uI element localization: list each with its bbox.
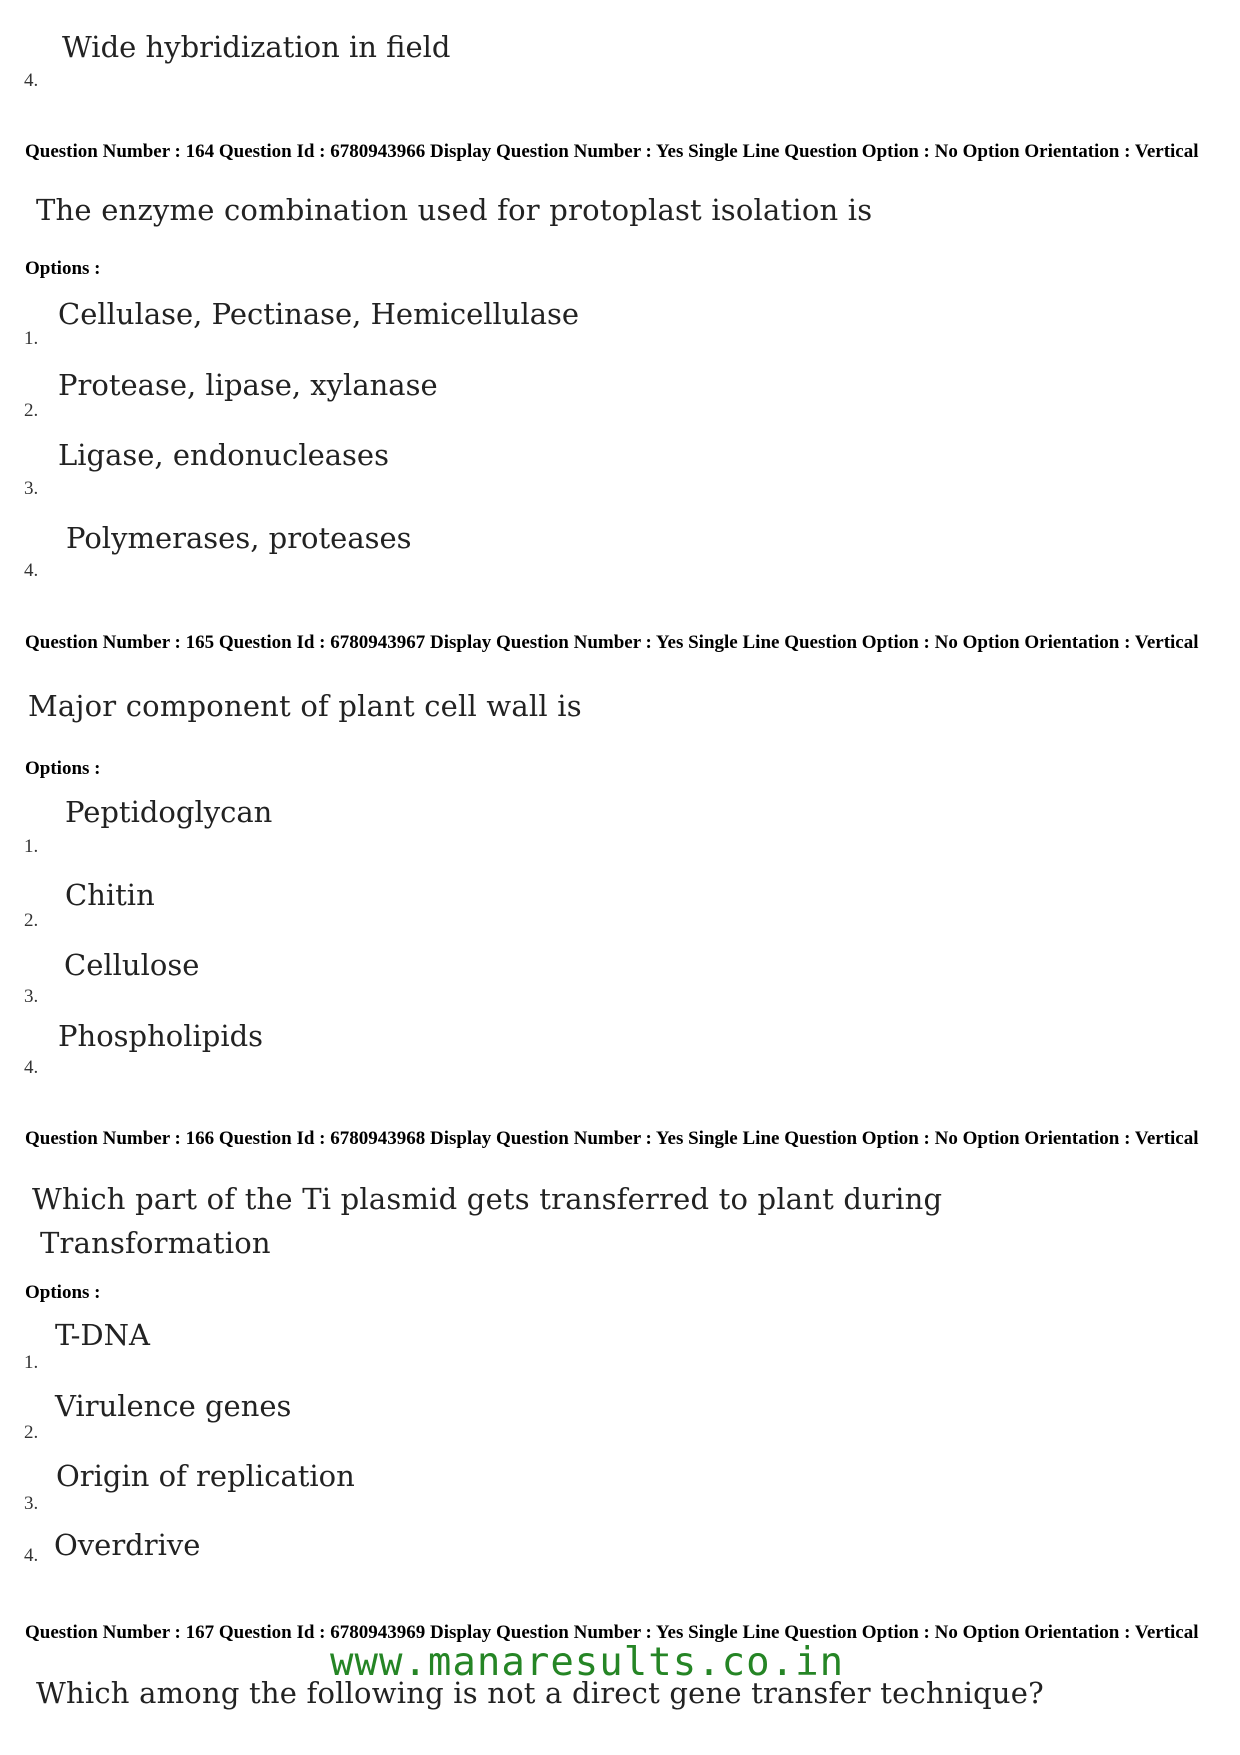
option-text: Cellulose [64,948,200,982]
question-text: Major component of plant cell wall is [28,689,582,723]
option-text: T-DNA [55,1318,150,1352]
option-number: 4. [24,1545,39,1566]
option-number: 2. [24,910,39,931]
option-number: 2. [24,1422,39,1443]
option-text: Peptidoglycan [65,795,273,829]
option-number: 1. [24,328,39,349]
question-text: Which among the following is not a direct gene transfer technique? [36,1676,1044,1710]
option-text: Protease, lipase, xylanase [58,368,438,402]
option-number: 2. [24,400,39,421]
option-number: 3. [24,986,39,1007]
option-number: 1. [24,1352,39,1373]
question-text-line1: Which part of the Ti plasmid gets transferred to plant during [32,1182,943,1216]
options-label: Options : [25,258,101,279]
question-meta: Question Number : 165 Question Id : 6780943967 Display Question Number : Yes Single Line Question Option : No Option Orientation : Vertical [25,632,1199,653]
watermark: www.manaresults.co.in [330,1640,845,1685]
option-number: 1. [24,836,39,857]
options-label: Options : [25,1282,101,1303]
option-number: 3. [24,478,39,499]
option-text: Ligase, endonucleases [58,438,389,472]
option-number: 3. [24,1493,39,1514]
option-text: Chitin [65,878,155,912]
option-number: 4. [24,70,39,91]
options-label: Options : [25,758,101,779]
option-text: Origin of replication [56,1459,355,1493]
option-text: Overdrive [54,1528,201,1562]
option-text: Cellulase, Pectinase, Hemicellulase [58,297,580,331]
option-text: Virulence genes [55,1389,292,1423]
option-text: Polymerases, proteases [66,521,412,555]
question-meta: Question Number : 166 Question Id : 6780943968 Display Question Number : Yes Single Line Question Option : No Option Orientation : Vertical [25,1128,1199,1149]
option-number: 4. [24,560,39,581]
question-meta: Question Number : 164 Question Id : 6780943966 Display Question Number : Yes Single Line Question Option : No Option Orientation : Vertical [25,141,1199,162]
option-text: Phospholipids [58,1019,264,1053]
question-text: The enzyme combination used for protoplast isolation is [36,193,873,227]
option-number: 4. [24,1057,39,1078]
question-meta: Question Number : 167 Question Id : 6780943969 Display Question Number : Yes Single Line Question Option : No Option Orientation : Vertical [25,1622,1199,1643]
question-text-line2: Transformation [40,1226,271,1260]
option-text: Wide hybridization in field [62,30,451,64]
